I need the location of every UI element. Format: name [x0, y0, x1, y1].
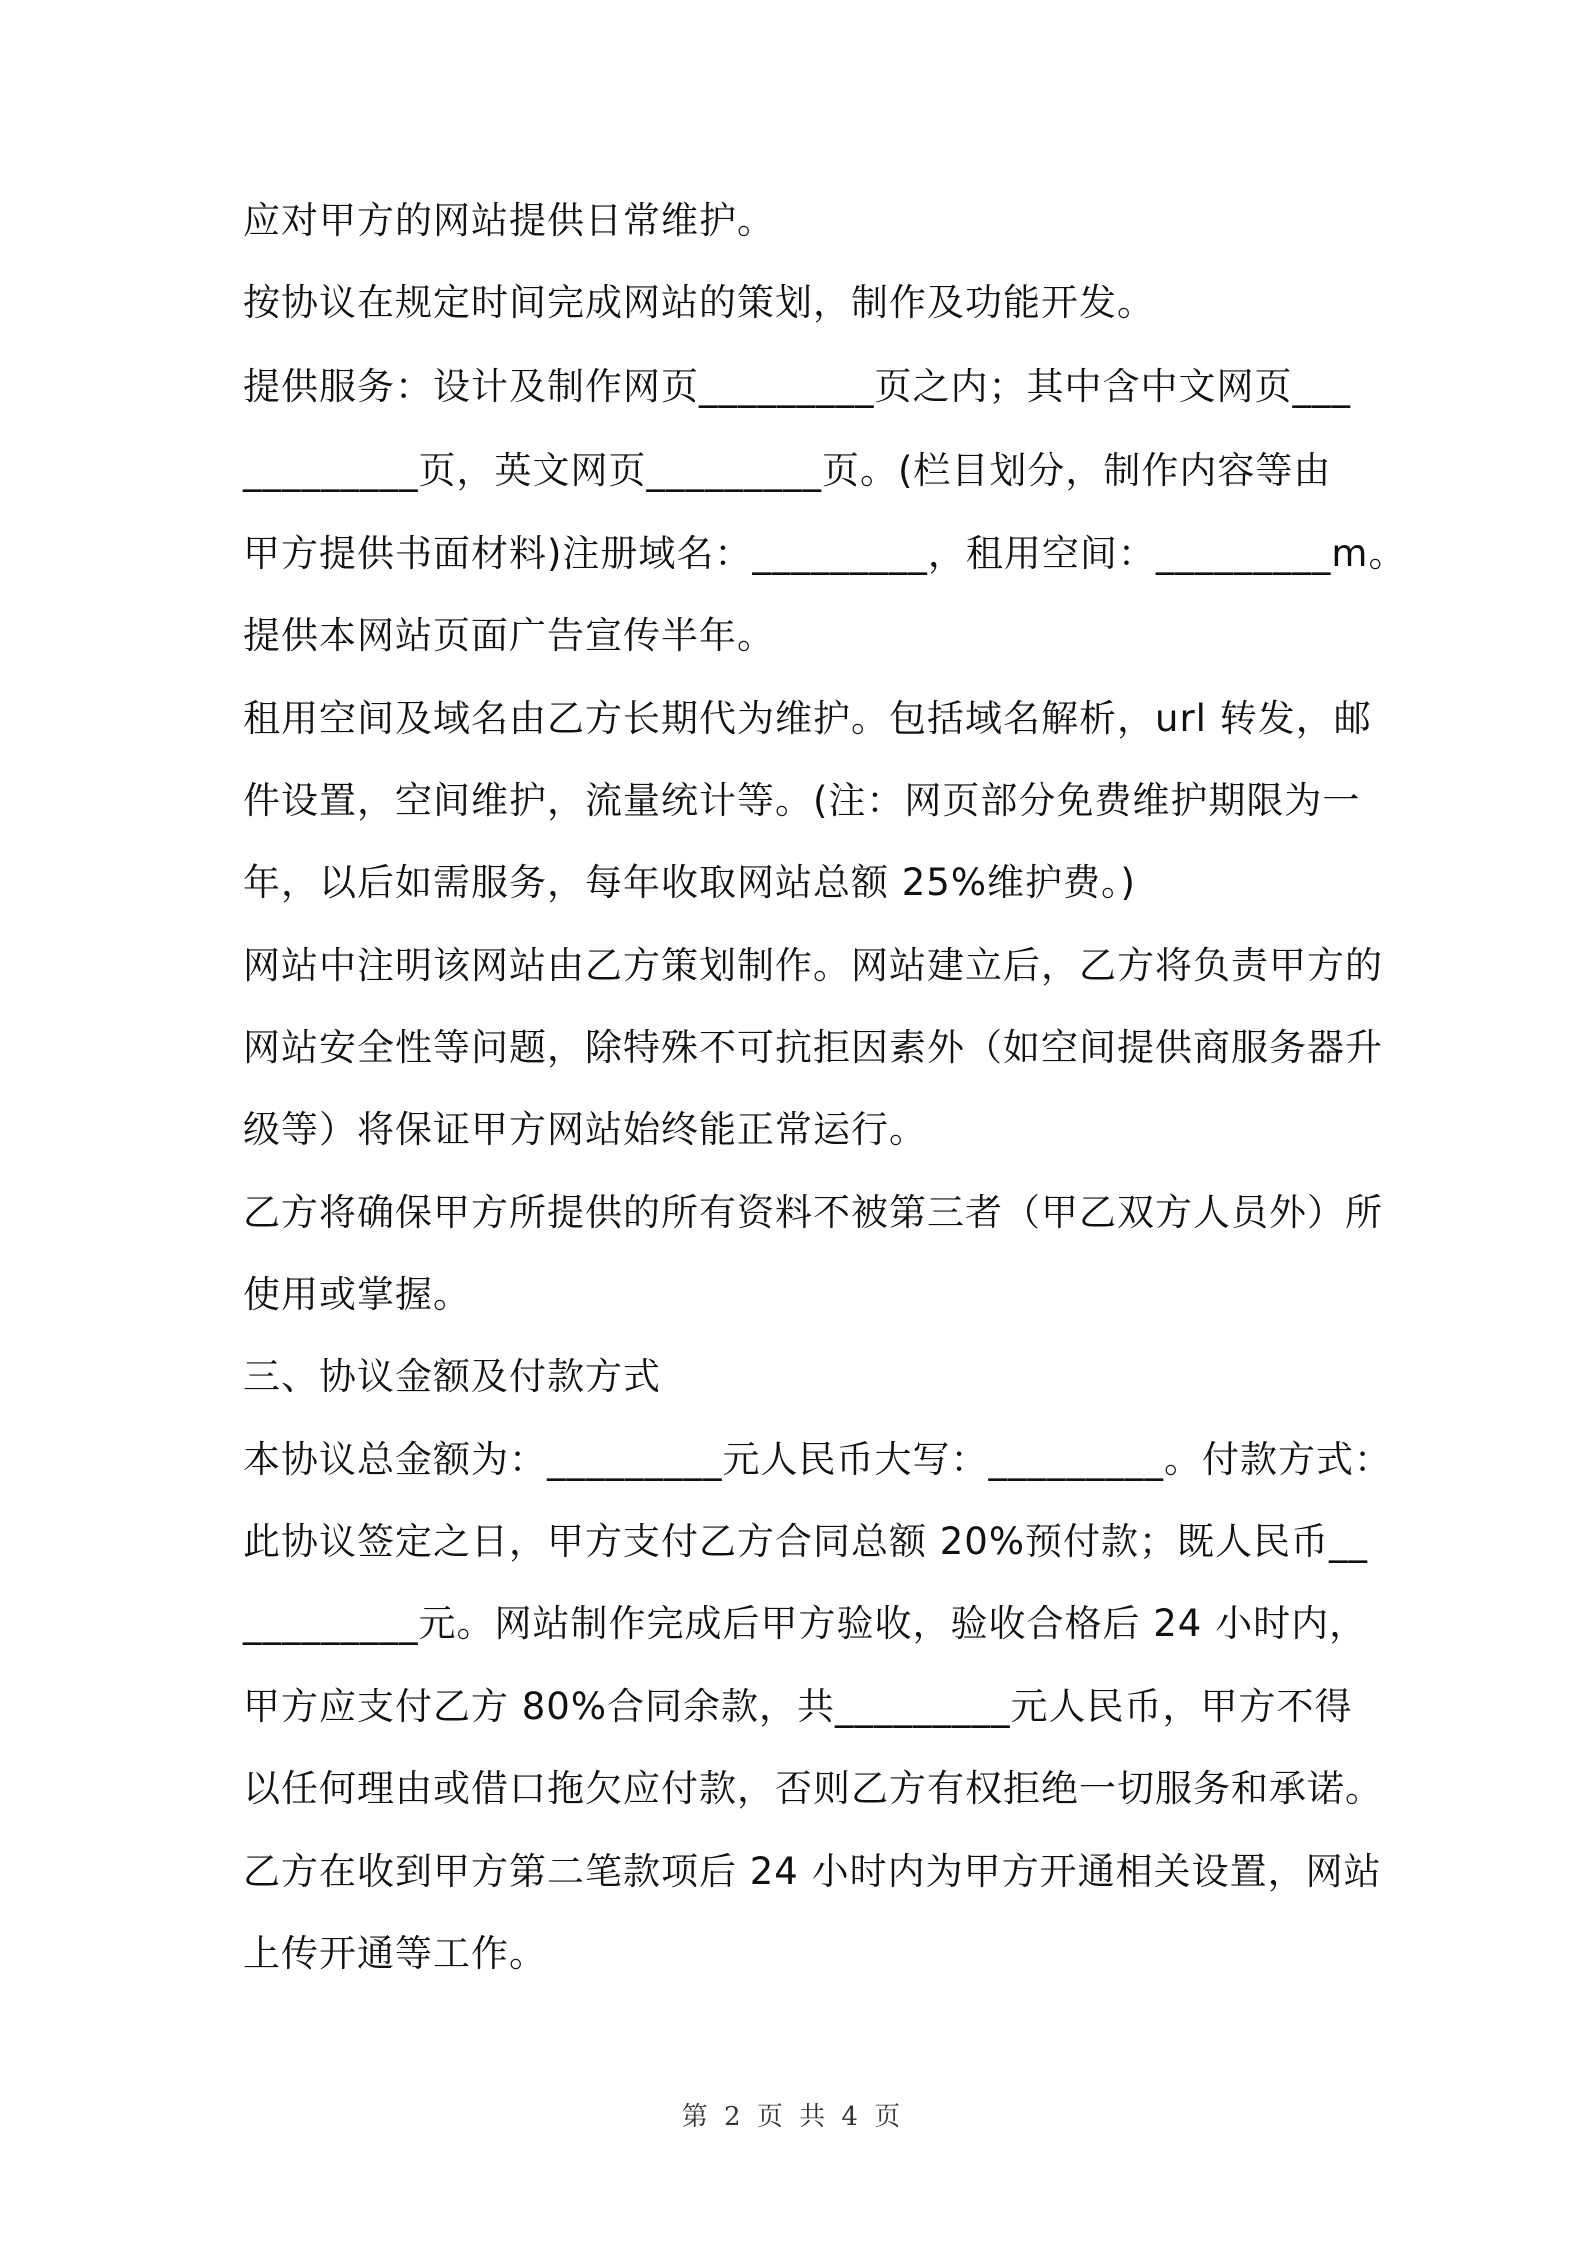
text-line: 上传开通等工作。 — [243, 1932, 547, 1975]
text-line: 租用空间及域名由乙方长期代为维护。包括域名解析，url 转发，邮 — [243, 697, 1372, 740]
text-line: 应对甲方的网站提供日常维护。 — [243, 199, 775, 242]
text-line: 使用或掌握。 — [243, 1273, 471, 1316]
text-line: 网站安全性等问题，除特殊不可抗拒因素外（如空间提供商服务器升 — [243, 1026, 1383, 1069]
text-line: 乙方在收到甲方第二笔款项后 24 小时内为甲方开通相关设置，网站 — [243, 1850, 1382, 1893]
text-line: 级等）将保证甲方网站始终能正常运行。 — [243, 1108, 927, 1151]
text-line: 按协议在规定时间完成网站的策划，制作及功能开发。 — [243, 281, 1155, 324]
text-line: 件设置，空间维护，流量统计等。(注：网页部分免费维护期限为一 — [243, 779, 1361, 822]
section-heading: 三、协议金额及付款方式 — [243, 1355, 661, 1398]
text-line: 甲方提供书面材料)注册域名：_________，租用空间：_________m。 — [243, 532, 1407, 575]
text-line: 网站中注明该网站由乙方策划制作。网站建立后，乙方将负责甲方的 — [243, 944, 1383, 987]
text-line: 年，以后如需服务，每年收取网站总额 25%维护费。) — [243, 861, 1136, 904]
text-line: 以任何理由或借口拖欠应付款，否则乙方有权拒绝一切服务和承诺。 — [243, 1767, 1383, 1810]
text-line: 乙方将确保甲方所提供的所有资料不被第三者（甲乙双方人员外）所 — [243, 1191, 1383, 1234]
text-line: 提供服务：设计及制作网页_________页之内；其中含中文网页___ — [243, 365, 1351, 408]
text-line: 此协议签定之日，甲方支付乙方合同总额 20%预付款；既人民币__ — [243, 1520, 1368, 1563]
text-line: 本协议总金额为：_________元人民币大写：_________。付款方式： — [243, 1438, 1392, 1481]
text-line: 提供本网站页面广告宣传半年。 — [243, 614, 775, 657]
text-line: 甲方应支付乙方 80%合同余款，共_________元人民币，甲方不得 — [243, 1685, 1353, 1728]
text-line: _________元。网站制作完成后甲方验收，验收合格后 24 小时内， — [243, 1602, 1368, 1645]
page-number-footer: 第 2 页 共 4 页 — [681, 2102, 905, 2132]
text-line: _________页，英文网页_________页。(栏目划分，制作内容等由 — [243, 449, 1332, 492]
